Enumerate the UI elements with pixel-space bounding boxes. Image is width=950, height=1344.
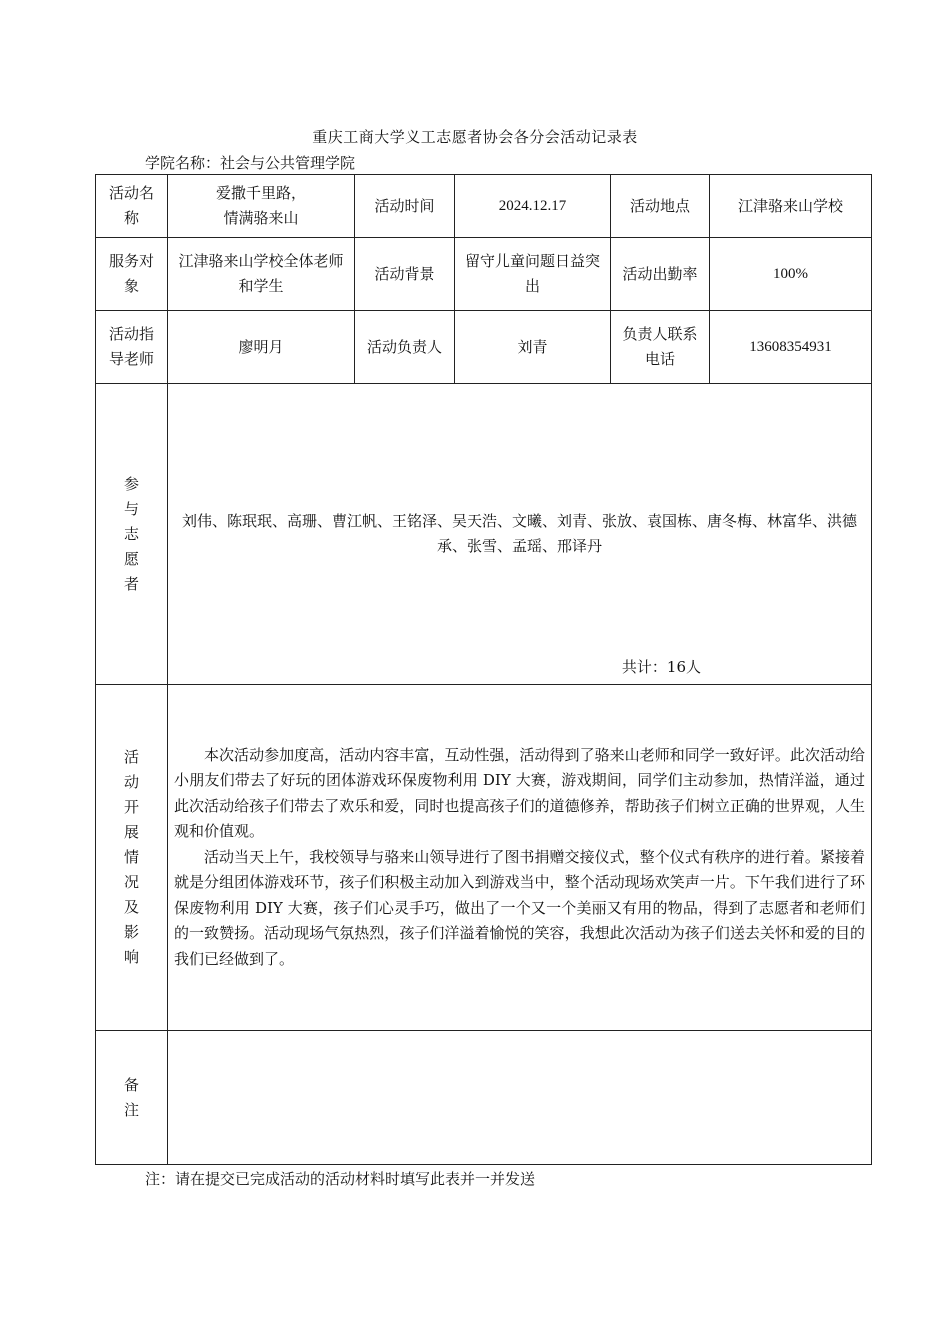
volunteers-label-char: 者 [123, 574, 139, 593]
remarks-label-cell [96, 1031, 168, 1165]
activity-background-value-cell: 留守儿童问题日益突出 [455, 238, 611, 311]
leader-value-cell: 刘青 [455, 311, 611, 384]
table-row [96, 685, 872, 1031]
activity-record-table [95, 174, 872, 1165]
remarks-content-cell [168, 1031, 872, 1165]
attendance-value-cell: 100% [710, 238, 872, 311]
activity-impact-label-cell [96, 685, 168, 1031]
activity-name-label-cell: 活动名称 [96, 175, 168, 238]
phone-label-cell: 负责人联系电话 [611, 311, 710, 384]
remarks-label-char: 备 [123, 1075, 139, 1094]
volunteers-label-cell [96, 384, 168, 685]
table-row [96, 311, 872, 384]
impact-label-char: 影 [123, 923, 139, 941]
volunteers-label-char: 与 [123, 499, 139, 518]
activity-name-line2: 情满骆来山 [223, 209, 299, 227]
impact-label-char: 响 [123, 948, 139, 966]
activity-name-line1: 爱撒千里路， [215, 184, 306, 202]
footnote: 注：请在提交已完成活动的活动材料时填写此表并一并发送 [145, 1170, 536, 1188]
service-target-value-cell: 江津骆来山学校全体老师和学生 [168, 238, 355, 311]
table-row [96, 175, 872, 238]
phone-value-cell: 13608354931 [710, 311, 872, 384]
activity-time-value-cell: 2024.12.17 [455, 175, 611, 238]
college-label: 学院名称： [145, 154, 221, 172]
activity-place-value-cell: 江津骆来山学校 [710, 175, 872, 238]
activity-background-label-cell: 活动背景 [355, 238, 455, 311]
volunteers-label-char: 志 [123, 524, 139, 543]
activity-name-value-cell [168, 175, 355, 238]
table-row [96, 238, 872, 311]
impact-label-char: 况 [123, 873, 139, 891]
advisor-value-cell: 廖明月 [168, 311, 355, 384]
volunteers-label-char: 参 [123, 474, 139, 493]
page-title: 重庆工商大学义工志愿者协会各分会活动记录表 [312, 128, 638, 146]
remarks-label-char: 注 [123, 1100, 139, 1119]
impact-label-char: 及 [123, 898, 139, 916]
activity-time-label-cell: 活动时间 [355, 175, 455, 238]
table-row [96, 384, 872, 685]
activity-impact-content-cell [168, 685, 872, 1031]
volunteers-label-char: 愿 [123, 549, 139, 568]
activity-paragraph-1: 本次活动参加度高，活动内容丰富，互动性强，活动得到了骆来山老师和同学一致好评。此次活动给小朋友们带去了好玩的团体游戏环保废物利用 DIY 大赛，游戏期间，同学们主动参加，热情洋溢，通过此次活动给孩子们带去了欢乐和爱，同时也提高孩子们的道德修养，帮助孩子们树立正确的世界观，人生观和价值观。 [174, 745, 865, 841]
advisor-label-cell: 活动指导老师 [96, 311, 168, 384]
impact-label-char: 情 [123, 848, 139, 866]
college-value: 社会与公共管理学院 [220, 154, 356, 172]
volunteer-total: 共计：16人 [621, 658, 701, 676]
attendance-label-cell: 活动出勤率 [611, 238, 710, 311]
impact-label-char: 活 [123, 748, 139, 766]
college-line [145, 152, 355, 173]
activity-paragraph-2: 活动当天上午，我校领导与骆来山领导进行了图书捐赠交接仪式，整个仪式有秩序的进行着。紧接着就是分组团体游戏环节，孩子们积极主动加入到游戏当中，整个活动现场欢笑声一片。下午我们进行了环保废物利用 DIY 大赛，孩子们心灵手巧，做出了一个又一个美丽又有用的物品，得到了志愿者和老师们的一致赞扬。活动现场气氛热烈，孩子们洋溢着愉悦的笑容，我想此次活动为孩子们送去关怀和爱的目的我们已经做到了。 [174, 847, 865, 968]
table-row [96, 1031, 872, 1165]
activity-place-label-cell: 活动地点 [611, 175, 710, 238]
volunteer-names: 刘伟、陈珉珉、高珊、曹江帆、王铭泽、吴天浩、文曦、刘青、张放、袁国栋、唐冬梅、林富华、洪德承、张雪、孟瑶、邢译丹 [181, 512, 857, 555]
impact-label-char: 动 [123, 773, 139, 791]
leader-label-cell: 活动负责人 [355, 311, 455, 384]
impact-label-char: 开 [123, 798, 139, 816]
volunteers-content-cell [168, 384, 872, 685]
impact-label-char: 展 [123, 823, 139, 841]
service-target-label-cell: 服务对象 [96, 238, 168, 311]
